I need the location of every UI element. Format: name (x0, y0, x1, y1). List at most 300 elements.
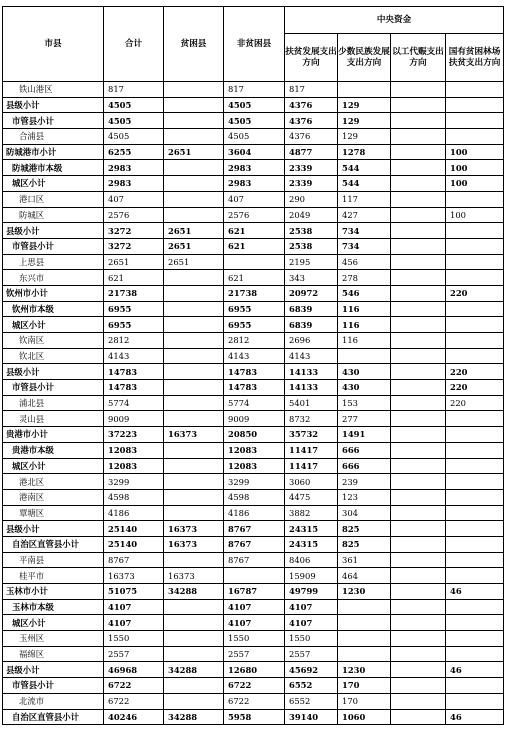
cell-forest-farm: 100 (446, 160, 504, 176)
cell-total: 2651 (104, 254, 164, 270)
cell-ethnic-development: 666 (338, 458, 391, 474)
cell-ethnic-development (338, 646, 391, 662)
cell-poverty-development: 4107 (285, 599, 338, 615)
cell-poor-county: 2651 (164, 238, 224, 254)
cell-ethnic-development: 825 (338, 536, 391, 552)
cell-poverty-development: 3882 (285, 505, 338, 521)
cell-total: 46968 (104, 662, 164, 678)
cell-poverty-development: 14133 (285, 364, 338, 380)
cell-poverty-development: 4376 (285, 113, 338, 129)
cell-work-relief (391, 678, 446, 694)
cell-work-relief (391, 254, 446, 270)
cell-poor-county: 2651 (164, 254, 224, 270)
cell-nonpoor-county: 4598 (224, 489, 285, 505)
cell-forest-farm (446, 191, 504, 207)
cell-work-relief (391, 693, 446, 709)
cell-total: 40246 (104, 709, 164, 725)
cell-poverty-development: 6839 (285, 317, 338, 333)
cell-poverty-development: 2339 (285, 176, 338, 192)
cell-poor-county (164, 207, 224, 223)
cell-nonpoor-county: 2983 (224, 160, 285, 176)
cell-total: 9009 (104, 411, 164, 427)
cell-ethnic-development: 427 (338, 207, 391, 223)
cell-poor-county (164, 552, 224, 568)
cell-forest-farm (446, 693, 504, 709)
cell-nonpoor-county: 9009 (224, 411, 285, 427)
cell-ethnic-development: 170 (338, 678, 391, 694)
cell-forest-farm (446, 223, 504, 239)
cell-ethnic-development: 278 (338, 270, 391, 286)
cell-nonpoor-county (224, 254, 285, 270)
cell-total: 12083 (104, 458, 164, 474)
cell-ethnic-development: 430 (338, 364, 391, 380)
cell-region: 钦南区 (3, 333, 104, 349)
cell-poor-county (164, 176, 224, 192)
cell-total: 4107 (104, 599, 164, 615)
cell-region: 福绵区 (3, 646, 104, 662)
cell-work-relief (391, 285, 446, 301)
table-row (3, 599, 504, 615)
cell-poor-county (164, 615, 224, 631)
cell-forest-farm (446, 536, 504, 552)
cell-work-relief (391, 552, 446, 568)
cell-region: 覃塘区 (3, 505, 104, 521)
cell-work-relief (391, 113, 446, 129)
table-row (3, 536, 504, 552)
cell-work-relief (391, 82, 446, 98)
table-row (3, 568, 504, 584)
cell-total: 2812 (104, 333, 164, 349)
header-ethnic-development: 少数民族发展支出方向 (338, 34, 391, 82)
cell-poverty-development: 6552 (285, 678, 338, 694)
table-row (3, 693, 504, 709)
cell-nonpoor-county: 6722 (224, 693, 285, 709)
table-row (3, 254, 504, 270)
cell-region: 县级小计 (3, 662, 104, 678)
cell-poverty-development: 1550 (285, 631, 338, 647)
cell-nonpoor-county: 621 (224, 223, 285, 239)
cell-poverty-development: 49799 (285, 584, 338, 600)
table-row (3, 348, 504, 364)
cell-nonpoor-county: 6722 (224, 678, 285, 694)
cell-nonpoor-county: 4107 (224, 599, 285, 615)
cell-nonpoor-county: 2557 (224, 646, 285, 662)
cell-forest-farm (446, 411, 504, 427)
cell-poor-county (164, 160, 224, 176)
cell-work-relief (391, 474, 446, 490)
table-row (3, 97, 504, 113)
cell-work-relief (391, 129, 446, 145)
cell-poverty-development: 290 (285, 191, 338, 207)
cell-forest-farm (446, 474, 504, 490)
cell-nonpoor-county: 6955 (224, 301, 285, 317)
cell-forest-farm (446, 333, 504, 349)
cell-poor-county (164, 505, 224, 521)
cell-nonpoor-county: 4505 (224, 97, 285, 113)
cell-poverty-development: 2538 (285, 238, 338, 254)
cell-poverty-development: 2339 (285, 160, 338, 176)
table-row (3, 584, 504, 600)
cell-total: 12083 (104, 442, 164, 458)
cell-nonpoor-county: 1550 (224, 631, 285, 647)
cell-poor-county (164, 97, 224, 113)
cell-poor-county: 2651 (164, 223, 224, 239)
cell-total: 14783 (104, 364, 164, 380)
cell-region: 贵港市小计 (3, 427, 104, 443)
cell-poor-county (164, 458, 224, 474)
cell-region: 贵港市本级 (3, 442, 104, 458)
cell-work-relief (391, 536, 446, 552)
cell-poverty-development: 2696 (285, 333, 338, 349)
cell-nonpoor-county: 12083 (224, 458, 285, 474)
table-row (3, 160, 504, 176)
cell-work-relief (391, 709, 446, 725)
cell-region: 县级小计 (3, 223, 104, 239)
table-row (3, 82, 504, 98)
cell-poor-county (164, 380, 224, 396)
cell-poor-county (164, 474, 224, 490)
cell-total: 6722 (104, 693, 164, 709)
cell-ethnic-development: 734 (338, 238, 391, 254)
table-row (3, 191, 504, 207)
cell-poverty-development: 6552 (285, 693, 338, 709)
cell-region: 县级小计 (3, 364, 104, 380)
cell-forest-farm (446, 238, 504, 254)
cell-work-relief (391, 364, 446, 380)
header-nonpoor-county: 非贫困县 (224, 7, 285, 82)
cell-ethnic-development (338, 82, 391, 98)
cell-nonpoor-county: 621 (224, 238, 285, 254)
cell-work-relief (391, 223, 446, 239)
table-row (3, 333, 504, 349)
cell-poverty-development: 3060 (285, 474, 338, 490)
cell-region: 钦北区 (3, 348, 104, 364)
cell-work-relief (391, 615, 446, 631)
cell-poverty-development: 20972 (285, 285, 338, 301)
cell-total: 2557 (104, 646, 164, 662)
cell-poverty-development: 2195 (285, 254, 338, 270)
cell-ethnic-development (338, 599, 391, 615)
cell-forest-farm (446, 270, 504, 286)
cell-ethnic-development: 129 (338, 113, 391, 129)
cell-nonpoor-county: 4186 (224, 505, 285, 521)
table-row (3, 615, 504, 631)
cell-nonpoor-county: 2983 (224, 176, 285, 192)
cell-total: 51075 (104, 584, 164, 600)
cell-ethnic-development: 1060 (338, 709, 391, 725)
cell-region: 市管县小计 (3, 380, 104, 396)
cell-forest-farm (446, 301, 504, 317)
cell-forest-farm (446, 646, 504, 662)
cell-poverty-development: 4376 (285, 97, 338, 113)
cell-region: 铁山港区 (3, 82, 104, 98)
cell-region: 县级小计 (3, 521, 104, 537)
cell-poor-county (164, 317, 224, 333)
cell-total: 4505 (104, 129, 164, 145)
table-row (3, 364, 504, 380)
cell-nonpoor-county: 2576 (224, 207, 285, 223)
cell-ethnic-development (338, 615, 391, 631)
cell-total: 25140 (104, 521, 164, 537)
table-row (3, 285, 504, 301)
cell-region: 县级小计 (3, 97, 104, 113)
cell-ethnic-development: 304 (338, 505, 391, 521)
cell-poor-county (164, 129, 224, 145)
cell-region: 东兴市 (3, 270, 104, 286)
cell-ethnic-development: 153 (338, 395, 391, 411)
cell-ethnic-development: 1491 (338, 427, 391, 443)
cell-nonpoor-county: 4107 (224, 615, 285, 631)
cell-work-relief (391, 160, 446, 176)
cell-forest-farm (446, 505, 504, 521)
cell-nonpoor-county: 5774 (224, 395, 285, 411)
cell-region: 港北区 (3, 474, 104, 490)
table-row (3, 521, 504, 537)
cell-poor-county (164, 411, 224, 427)
cell-nonpoor-county (224, 568, 285, 584)
cell-ethnic-development: 456 (338, 254, 391, 270)
table-row (3, 646, 504, 662)
cell-region: 平南县 (3, 552, 104, 568)
cell-total: 4186 (104, 505, 164, 521)
cell-ethnic-development: 116 (338, 301, 391, 317)
cell-forest-farm: 46 (446, 584, 504, 600)
cell-forest-farm (446, 678, 504, 694)
cell-total: 621 (104, 270, 164, 286)
cell-poverty-development: 8732 (285, 411, 338, 427)
cell-ethnic-development: 825 (338, 521, 391, 537)
cell-ethnic-development: 123 (338, 489, 391, 505)
cell-work-relief (391, 631, 446, 647)
cell-total: 1550 (104, 631, 164, 647)
cell-poor-county (164, 442, 224, 458)
cell-forest-farm (446, 129, 504, 145)
cell-total: 21738 (104, 285, 164, 301)
cell-total: 2983 (104, 160, 164, 176)
cell-poor-county: 16373 (164, 568, 224, 584)
cell-poverty-development: 4475 (285, 489, 338, 505)
cell-forest-farm (446, 615, 504, 631)
cell-poor-county: 34288 (164, 709, 224, 725)
table-row (3, 474, 504, 490)
table-row (3, 223, 504, 239)
cell-region: 市管县小计 (3, 238, 104, 254)
table-row (3, 631, 504, 647)
cell-nonpoor-county: 21738 (224, 285, 285, 301)
cell-work-relief (391, 380, 446, 396)
cell-work-relief (391, 270, 446, 286)
header-poor-county: 贫困县 (164, 7, 224, 82)
header-central-funds: 中央资金 (285, 7, 504, 34)
cell-ethnic-development: 1230 (338, 584, 391, 600)
cell-ethnic-development: 129 (338, 129, 391, 145)
cell-ethnic-development (338, 631, 391, 647)
cell-poor-county (164, 285, 224, 301)
cell-region: 市管县小计 (3, 113, 104, 129)
cell-work-relief (391, 238, 446, 254)
cell-region: 灵山县 (3, 411, 104, 427)
cell-forest-farm (446, 599, 504, 615)
cell-total: 3272 (104, 238, 164, 254)
cell-ethnic-development: 430 (338, 380, 391, 396)
cell-total: 2983 (104, 176, 164, 192)
cell-region: 玉林市小计 (3, 584, 104, 600)
cell-forest-farm: 46 (446, 709, 504, 725)
cell-ethnic-development: 116 (338, 333, 391, 349)
cell-work-relief (391, 646, 446, 662)
cell-ethnic-development: 544 (338, 160, 391, 176)
cell-work-relief (391, 584, 446, 600)
table-row (3, 270, 504, 286)
cell-nonpoor-county: 12083 (224, 442, 285, 458)
cell-ethnic-development (338, 348, 391, 364)
cell-work-relief (391, 207, 446, 223)
cell-ethnic-development: 734 (338, 223, 391, 239)
cell-ethnic-development: 1278 (338, 144, 391, 160)
cell-work-relief (391, 442, 446, 458)
cell-work-relief (391, 333, 446, 349)
cell-total: 14783 (104, 380, 164, 396)
cell-poverty-development: 2557 (285, 646, 338, 662)
cell-nonpoor-county: 8767 (224, 521, 285, 537)
cell-nonpoor-county: 16787 (224, 584, 285, 600)
cell-forest-farm (446, 552, 504, 568)
cell-region: 港口区 (3, 191, 104, 207)
cell-nonpoor-county: 8767 (224, 552, 285, 568)
cell-work-relief (391, 411, 446, 427)
cell-poverty-development: 45692 (285, 662, 338, 678)
cell-work-relief (391, 505, 446, 521)
cell-region: 桂平市 (3, 568, 104, 584)
cell-poor-county (164, 678, 224, 694)
cell-forest-farm (446, 317, 504, 333)
cell-poor-county (164, 333, 224, 349)
cell-region: 城区小计 (3, 176, 104, 192)
table-row (3, 505, 504, 521)
cell-poor-county (164, 364, 224, 380)
cell-ethnic-development: 1230 (338, 662, 391, 678)
cell-region: 城区小计 (3, 317, 104, 333)
cell-poverty-development: 817 (285, 82, 338, 98)
cell-region: 自治区直管县小计 (3, 709, 104, 725)
cell-forest-farm: 220 (446, 395, 504, 411)
cell-poverty-development: 35732 (285, 427, 338, 443)
cell-work-relief (391, 568, 446, 584)
header-forest-farm: 国有贫困林场扶贫支出方向 (446, 34, 504, 82)
cell-ethnic-development: 666 (338, 442, 391, 458)
cell-region: 城区小计 (3, 615, 104, 631)
cell-work-relief (391, 348, 446, 364)
cell-poor-county (164, 599, 224, 615)
cell-work-relief (391, 191, 446, 207)
cell-forest-farm (446, 631, 504, 647)
cell-forest-farm (446, 458, 504, 474)
cell-poor-county (164, 646, 224, 662)
table-row (3, 113, 504, 129)
cell-region: 港南区 (3, 489, 104, 505)
cell-total: 37223 (104, 427, 164, 443)
cell-ethnic-development: 239 (338, 474, 391, 490)
cell-forest-farm: 100 (446, 207, 504, 223)
cell-ethnic-development: 361 (338, 552, 391, 568)
header-city: 市县 (3, 7, 104, 82)
cell-poverty-development: 14133 (285, 380, 338, 396)
cell-poor-county (164, 113, 224, 129)
cell-nonpoor-county: 817 (224, 82, 285, 98)
cell-nonpoor-county: 407 (224, 191, 285, 207)
cell-poor-county: 16373 (164, 427, 224, 443)
cell-region: 玉林市本级 (3, 599, 104, 615)
cell-poor-county (164, 395, 224, 411)
table-row (3, 427, 504, 443)
cell-work-relief (391, 144, 446, 160)
cell-nonpoor-county: 14783 (224, 364, 285, 380)
table-body (3, 82, 504, 725)
table-row (3, 662, 504, 678)
funding-table (2, 6, 504, 725)
cell-total: 3272 (104, 223, 164, 239)
cell-total: 4598 (104, 489, 164, 505)
cell-poverty-development: 5401 (285, 395, 338, 411)
cell-forest-farm (446, 427, 504, 443)
cell-forest-farm (446, 442, 504, 458)
cell-nonpoor-county: 20850 (224, 427, 285, 443)
cell-region: 上思县 (3, 254, 104, 270)
cell-total: 4505 (104, 97, 164, 113)
table-row (3, 395, 504, 411)
table-row (3, 489, 504, 505)
cell-poverty-development: 2538 (285, 223, 338, 239)
cell-nonpoor-county: 3299 (224, 474, 285, 490)
header-total: 合计 (104, 7, 164, 82)
table-row (3, 380, 504, 396)
cell-forest-farm (446, 489, 504, 505)
cell-forest-farm (446, 521, 504, 537)
cell-region: 市管县小计 (3, 678, 104, 694)
cell-forest-farm: 220 (446, 285, 504, 301)
table-row (3, 176, 504, 192)
cell-nonpoor-county: 6955 (224, 317, 285, 333)
table-row (3, 678, 504, 694)
cell-work-relief (391, 427, 446, 443)
cell-work-relief (391, 97, 446, 113)
cell-nonpoor-county: 3604 (224, 144, 285, 160)
cell-forest-farm: 46 (446, 662, 504, 678)
cell-total: 2576 (104, 207, 164, 223)
cell-region: 防城区 (3, 207, 104, 223)
cell-work-relief (391, 521, 446, 537)
cell-poverty-development: 343 (285, 270, 338, 286)
cell-poor-county (164, 348, 224, 364)
cell-total: 817 (104, 82, 164, 98)
cell-total: 4143 (104, 348, 164, 364)
cell-region: 合浦县 (3, 129, 104, 145)
table-row (3, 301, 504, 317)
cell-total: 6722 (104, 678, 164, 694)
cell-work-relief (391, 176, 446, 192)
cell-ethnic-development: 464 (338, 568, 391, 584)
cell-ethnic-development: 170 (338, 693, 391, 709)
table-header (3, 7, 504, 82)
cell-poverty-development: 24315 (285, 536, 338, 552)
cell-forest-farm: 220 (446, 364, 504, 380)
cell-total: 3299 (104, 474, 164, 490)
cell-nonpoor-county: 2812 (224, 333, 285, 349)
cell-region: 钦州市小计 (3, 285, 104, 301)
cell-nonpoor-county: 14783 (224, 380, 285, 396)
cell-forest-farm (446, 348, 504, 364)
cell-forest-farm (446, 82, 504, 98)
